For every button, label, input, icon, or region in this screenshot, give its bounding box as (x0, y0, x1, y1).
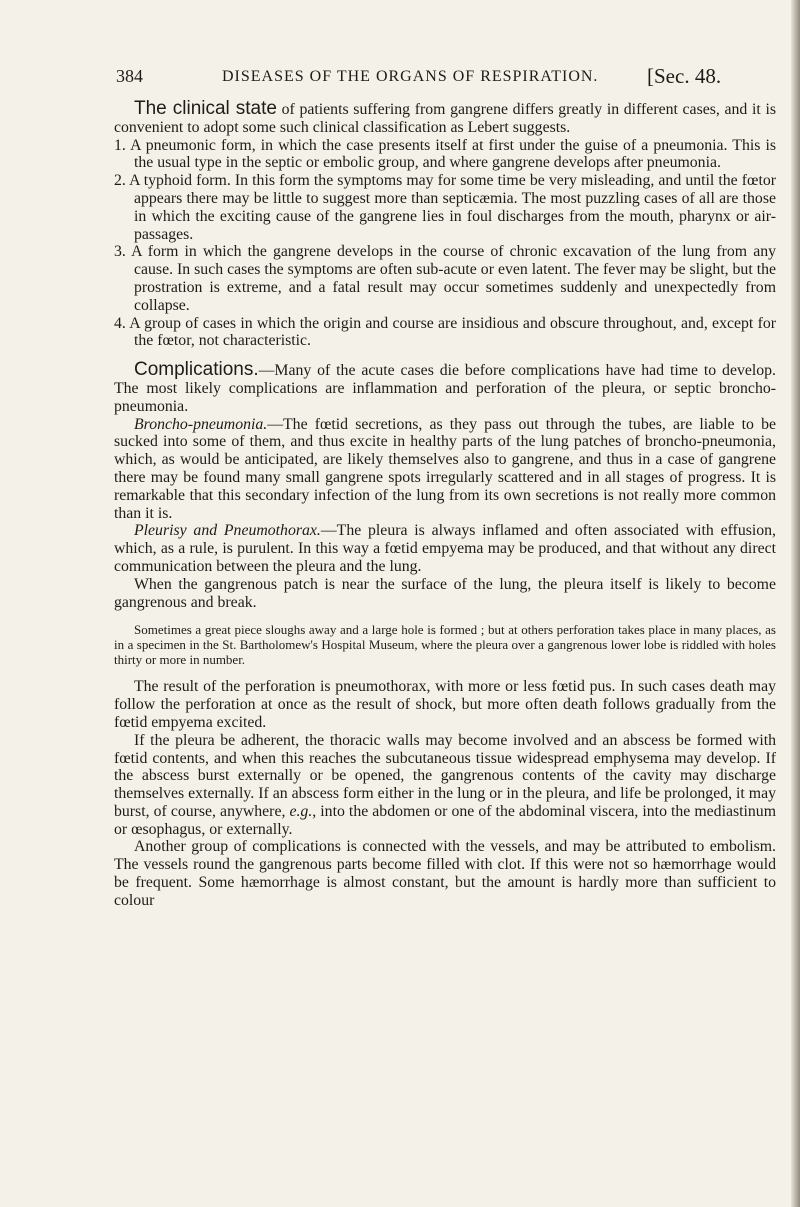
small-print-note: Sometimes a great piece sloughs away and a large hole is formed ; but at others perforation takes place in many places, as in a specimen in the St. Bartholomew's Hospital Museum, where the pleura over a gangrenous lower lobe is riddled with holes thirty or more in number. (114, 622, 776, 668)
broncho-text: —The fœtid secretions, as they pass out through the tubes, are liable to be sucked into some of them, and thus excite in healthy parts of the lung patches of broncho-pneumonia, which, as would be anticipated, are likely themselves also to gangrene, and thus in a case of gangrene there may be found many small gangrene spots irregularly scattered and in all stages of progress. It is remarkable that this secondary infection of the lung from its own secretions is not really more common than it is. (114, 415, 776, 522)
list-text: A pneumonic form, in which the case presents itself at first under the guise of a pneumonia. This is the usual type in the septic or embolic group, and where gangrene develops after pneumonia. (130, 136, 777, 172)
complications-paragraph (114, 361, 776, 415)
page-edge-shadow (791, 0, 800, 1207)
gangrenous-patch-paragraph: When the gangrenous patch is near the surface of the lung, the pleura itself is likely to become gangrenous and break. (114, 575, 776, 611)
pleurisy-paragraph (114, 522, 776, 575)
intro-text: of patients suffering from gangrene differs greatly in different cases, and it is convenient to adopt some such clinical classification as Lebert suggests. (114, 101, 776, 136)
list-item (114, 243, 776, 314)
complications-text: —Many of the acute cases die before complications have had time to develop. The most likely complications are inflammation and perforation of the pleura, or septic broncho-pneumonia. (114, 362, 776, 415)
classification-list (114, 137, 776, 351)
complications-heading: Complications. (134, 359, 259, 381)
list-number: 1. (114, 136, 126, 154)
eg-abbrev: e.g. (289, 802, 313, 820)
list-number: 2. (114, 172, 126, 190)
list-item (114, 315, 776, 351)
page-body (114, 100, 776, 910)
list-item (114, 172, 776, 243)
vessels-paragraph: Another group of complications is connected with the vessels, and may be attributed to embolism. The vessels round the gangrenous parts become filled with clot. If this were not so hæmorrhage would be frequent. Some hæmorrhage is almost constant, but the amount is hardly more than sufficient to colour (114, 838, 776, 909)
running-header (116, 66, 766, 94)
list-number: 4. (114, 314, 126, 332)
pneumothorax-paragraph: The result of the perforation is pneumothorax, with more or less fœtid pus. In such cases death may follow the perforation at once as the result of shock, but more often death follows gradually from the fœtid empyema excited. (114, 678, 776, 731)
page-number: 384 (116, 66, 143, 86)
adherent-pleura-paragraph (114, 732, 776, 839)
broncho-paragraph (114, 416, 776, 523)
intro-lead: The clinical state (134, 98, 277, 119)
adherent-text-b: , into the abdomen or one of the abdominal viscera, into the mediastinum or œsophagus, or externally. (114, 802, 776, 838)
broncho-heading: Broncho-pneumonia. (134, 415, 268, 433)
list-text: A form in which the gangrene develops in the course of chronic excavation of the lung from any cause. In such cases the symptoms are often sub-acute or even latent. The fever may be slight, but the prostration is extreme, and a fatal result may occur sometimes suddenly and unexpectedly from collapse. (131, 243, 776, 314)
adherent-text-a: If the pleura be adherent, the thoracic walls may become involved and an abscess be formed with fœtid contents, and when this reaches the subcutaneous tissue widespread emphysema may develop. If the abscess burst externally or be opened, the gangrenous contents of the cavity may discharge themselves externally. If an abscess form either in the lung or in the pleura, and life be prolonged, it may burst, of course, anywhere, (114, 731, 776, 820)
list-text: A typhoid form. In this form the symptoms may for some time be very misleading, and until the fœtor appears there may be little to suggest more than septicæmia. The most puzzling cases of all are those in which the exciting cause of the gangrene lies in foul discharges from the mouth, pharynx or air-passages. (129, 172, 777, 243)
pleurisy-text: —The pleura is always inflamed and often associated with effusion, which, as a rule, is purulent. In this way a fœtid empyema may be produced, and that without any direct communication between the pleura and the lung. (114, 522, 777, 575)
list-number: 3. (114, 243, 126, 261)
running-title: DISEASES OF THE ORGANS OF RESPIRATION. (222, 68, 599, 85)
list-item (114, 137, 776, 173)
list-text: A group of cases in which the origin and course are insidious and obscure throughout, and, except for the fœtor, not characteristic. (129, 314, 776, 350)
pleurisy-heading: Pleurisy and Pneumothorax. (134, 522, 321, 540)
section-mark: [Sec. 48. (647, 64, 722, 88)
intro-paragraph (114, 100, 776, 137)
